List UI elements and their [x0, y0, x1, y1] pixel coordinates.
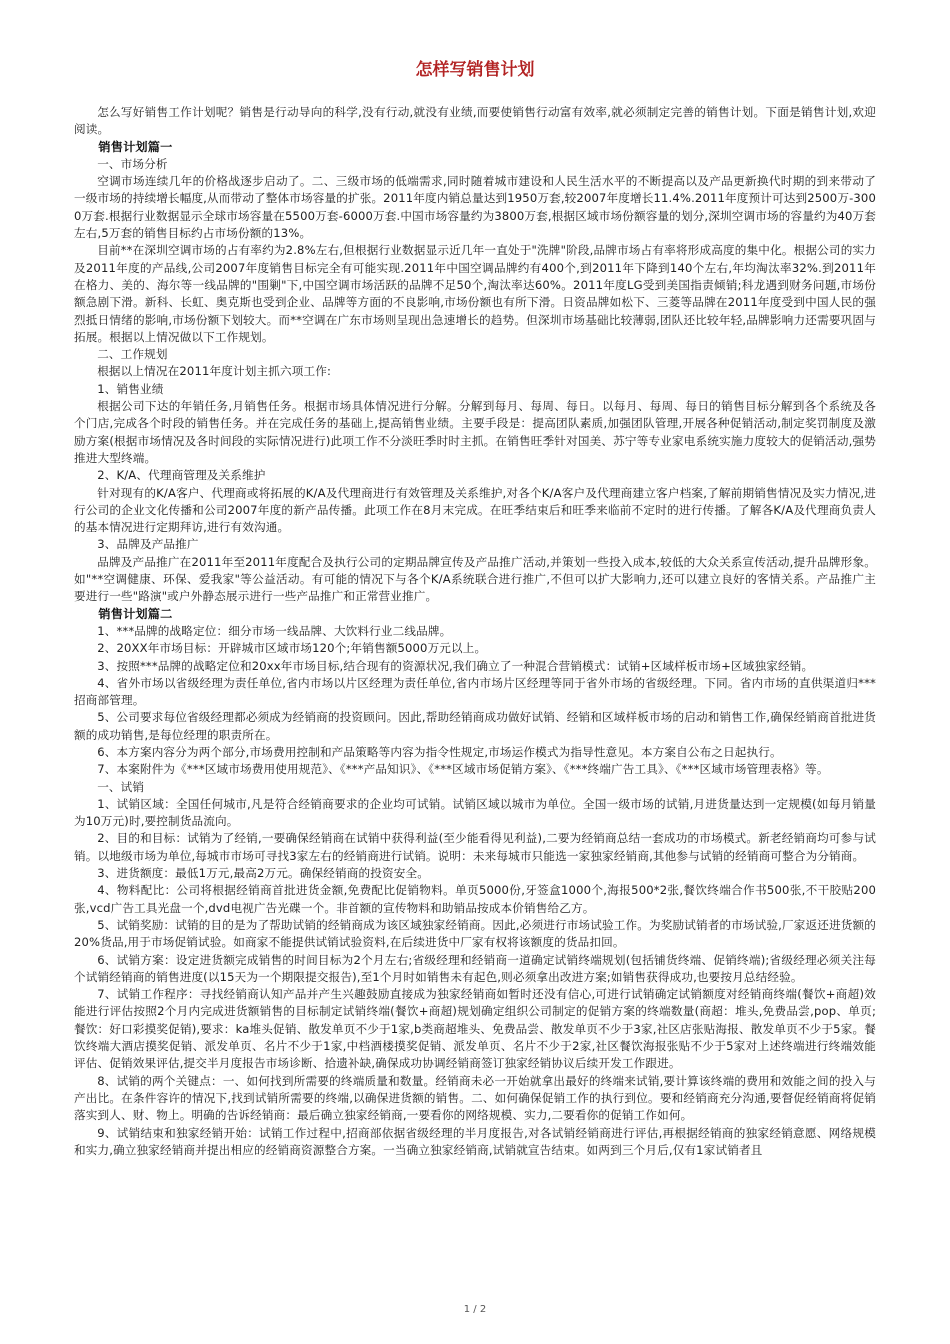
paragraph: 2、20XX年市场目标：开辟城市区域市场120个;年销售额5000万元以上。 — [97, 641, 487, 656]
paragraph: 5、公司要求每位省级经理都必须成为经销商的投资顾问。因此,帮助经销商成功做好试销、经销和区域样板市场的启动和销售工作,确保经销商首批进货额的成功销售,是每位经理的职责所在。 — [74, 710, 876, 742]
paragraph: 6、本方案内容分为两个部分,市场费用控制和产品策略等内容为指令性规定,市场运作模式为指导性意见。本方案自公布之日起执行。 — [97, 744, 782, 759]
paragraph: 7、本案附件为《***区域市场费用使用规范》、《***产品知识》、《***区域市场促销方案》、《***终端广告工具》、《***区域市场管理表格》等。 — [97, 762, 829, 777]
paragraph: 1、***品牌的战略定位：细分市场一线品牌、大饮料行业二线品牌。 — [97, 623, 452, 638]
paragraph: 一、市场分析 — [97, 156, 168, 171]
paragraph: 针对现有的K/A客户、代理商或将拓展的K/A及代理商进行有效管理及关系维护,对各个K/A客户及代理商建立客户档案,了解前期销售情况及实力情况,进行公司的企业文化传播和公司2007年度的新产品传播。此项工作在8月末完成。在旺季结束后和旺季来临前不定时的进行传播。了解各K/A及代理商负责人的基本情况进行定期拜访,进行有效沟通。 — [74, 485, 876, 535]
document-page — [74, 58, 876, 1159]
paragraph: 2、K/A、代理商管理及关系维护 — [97, 468, 266, 483]
paragraph: 3、品牌及产品推广 — [97, 537, 199, 552]
paragraph: 7、试销工作程序：寻找经销商认知产品并产生兴趣鼓励直接成为独家经销商如暂时还没有信心,可进行试销确定试销额度对经销商终端(餐饮+商超)效能进行评估按照2个月内完成进货额销售的目标制定试销终端(餐饮+商超)规划确定组织公司制定的促销方案的终端数量(商超：堆头,免费品尝,pop、单页;餐饮：好口彩摸奖促销),要求：ka堆头促销、散发单页不少于1家,b类商超堆头、免费品尝、散发单页不少于3家,社区店张贴海报、散发单页不少于5家。餐饮终端大酒店摸奖促销、派发单页、名片不少于1家,中档酒楼摸奖促销、派发单页、名片不少于2家,社区餐饮海报张贴不少于5家对上述终端进行终端效能评估、促销效果评估,提交半月度报告市场诊断、拾遗补缺,确保成功协调经销商签订独家经销协议后续开发工作跟进。 — [74, 987, 876, 1071]
paragraph: 怎么写好销售工作计划呢？销售是行动导向的科学,没有行动,就没有业绩,而要使销售行动富有效率,就必须制定完善的销售计划。下面是销售计划,欢迎阅读。 — [74, 105, 876, 137]
paragraph: 根据公司下达的年销任务,月销售任务。根据市场具体情况进行分解。分解到每月、每周、每日。以每月、每周、每日的销售目标分解到各个系统及各个门店,完成各个时段的销售任务。并在完成任务的基础上,提高销售业绩。主要手段是：提高团队素质,加强团队管理,开展各种促销活动,制定奖罚制度及激励方案(根据市场情况及各时间段的实际情况进行)此项工作不分淡旺季时时主抓。在销售旺季针对国美、苏宁等专业家电系统实施力度较大的促销活动,强势推进大型终端。 — [74, 399, 876, 465]
document-title: 怎样写销售计划 — [415, 60, 535, 80]
paragraph: 一、试销 — [97, 779, 145, 794]
paragraph: 2、目的和目标：试销为了经销,一要确保经销商在试销中获得利益(至少能看得见利益),二要为经销商总结一套成功的市场模式。新老经销商均可参与试销。以地级市场为单位,每城市市场可寻找3家左右的经销商进行试销。说明：未来每城市只能选一家独家经销商,其他参与试销的经销商可整合为分销商。 — [74, 831, 876, 863]
paragraph: 二、工作规划 — [97, 347, 168, 362]
paragraph: 6、试销方案：设定进货额完成销售的时间目标为2个月左右;省级经理和经销商一道确定试销终端规划(包括铺货终端、促销终端);省级经理必须关注每个试销经销商的销售进度(以15天为一个期限提交报告),至1个月时如销售未有起色,则必须拿出改进方案;如销售获得成功,也要按月总结经验。 — [74, 952, 876, 984]
paragraph: 8、试销的两个关键点：一、如何找到所需要的终端质量和数量。经销商未必一开始就拿出最好的终端来试销,要计算该终端的费用和效能之间的投入与产出比。在条件容许的情况下,找到试销所需要的终端,以确保进货额的销售。二、如何确保促销工作的执行到位。要和经销商充分沟通,要督促经销商将促销落实到人、财、物上。明确的告诉经销商：最后确立独家经销商,一要看你的网络规模、实力,二要看你的促销工作如何。 — [74, 1073, 876, 1123]
page-number: 1 / 2 — [463, 1304, 487, 1315]
paragraph: 品牌及产品推广在2011年至2011年度配合及执行公司的定期品牌宣传及产品推广活动,并策划一些投入成本,较低的大众关系宣传活动,提升品牌形象。如"**空调健康、环保、爱我家"等公益活动。有可能的情况下与各个K/A系统联合进行推广,不但可以扩大影响力,还可以建立良好的客情关系。产品推广主要进行一些"路演"或户外静态展示进行一些产品推广和正常营业推广。 — [74, 554, 876, 604]
section-heading: 销售计划篇二 — [98, 606, 173, 621]
paragraph: 9、试销结束和独家经销开始：试销工作过程中,招商部依据省级经理的半月度报告,对各试销经销商进行评估,再根据经销商的独家经销意愿、网络规模和实力,确立独家经销商并提出相应的经销商资源整合方案。一当确立独家经销商,试销就宣告结束。如两到三个月后,仅有1家试销者且 — [74, 1125, 876, 1157]
paragraph: 目前**在深圳空调市场的占有率约为2.8%左右,但根据行业数据显示近几年一直处于"洗牌"阶段,品牌市场占有率将形成高度的集中化。根据公司的实力及2011年度的产品线,公司2007年度销售目标完全有可能实现.2011年中国空调品牌约有400个,到2011年下降到140个左右,年均淘汰率32%.到2011年在格力、美的、海尔等一线品牌的"围剿"下,中国空调市场活跃的品牌不足50个,淘汰率达60%。2011年度LG受到美国指责倾销;科龙遇到财务问题,市场份额急剧下滑。新科、长虹、奥克斯也受到企业、品牌等方面的不良影响,市场份额也有所下滑。日资品牌如松下、三菱等品牌在2011年度受到中国人民的强烈抵日情绪的影响,市场份额下划较大。而**空调在广东市场则呈现出急速增长的趋势。但深圳市场基础比较薄弱,团队还比较年轻,品牌影响力还需要巩固与拓展。根据以上情况做以下工作规划。 — [74, 243, 876, 344]
paragraph: 1、试销区域：全国任何城市,凡是符合经销商要求的企业均可试销。试销区域以城市为单位。全国一级市场的试销,月进货量达到一定规模(如每月销量为10万元)时,要控制货品流向。 — [74, 796, 876, 829]
document-body — [74, 104, 876, 1159]
paragraph: 1、销售业绩 — [97, 381, 164, 396]
paragraph: 4、物料配比：公司将根据经销商首批进货金额,免费配比促销物料。单页5000份,牙签盒1000个,海报500*2张,餐饮终端合作书500张,不干胶贴200张,vcd广告工具光盘一个,dvd电视广告光碟一个。非首额的宣传物料和助销品按成本价销售给乙方。 — [74, 883, 876, 915]
section-heading: 销售计划篇一 — [98, 139, 173, 154]
paragraph: 根据以上情况在2011年度计划主抓六项工作: — [97, 364, 331, 379]
paragraph: 空调市场连续几年的价格战逐步启动了。二、三级市场的低端需求,同时随着城市建设和人民生活水平的不断提高以及产品更新换代时期的到来带动了一级市场的持续增长幅度,从而带动了整体市场容量的扩张。2011年度内销总量达到1950万套,较2007年度增长11.4%.2011年度预计可达到2500万-3000万套.根据行业数据显示全球市场容量在5500万套-6000万套.中国市场容量约为3800万套,根据区域市场份额容量的划分,深圳空调市场的容量约为40万套左右,5万套的销售目标约占市场份额的13%。 — [74, 174, 876, 241]
paragraph: 5、试销奖励：试销的目的是为了帮助试销的经销商成为该区域独家经销商。因此,必须进行市场试验工作。为奖励试销者的市场试验,厂家返还进货额的20%货品,用于市场促销试验。如商家不能提供试销试验资料,在后续进货中厂家有权将该额度的货品扣回。 — [74, 917, 876, 950]
paragraph: 3、进货额度：最低1万元,最高2万元。确保经销商的投资安全。 — [97, 866, 429, 881]
paragraph: 3、按照***品牌的战略定位和20xx年市场目标,结合现有的资源状况,我们确立了一种混合营销模式：试销+区域样板市场+区域独家经销。 — [97, 658, 814, 673]
paragraph: 4、省外市场以省级经理为责任单位,省内市场以片区经理为责任单位,省内市场片区经理等同于省外市场的省级经理。下同。省内市场的直供渠道归***招商部管理。 — [74, 675, 876, 708]
